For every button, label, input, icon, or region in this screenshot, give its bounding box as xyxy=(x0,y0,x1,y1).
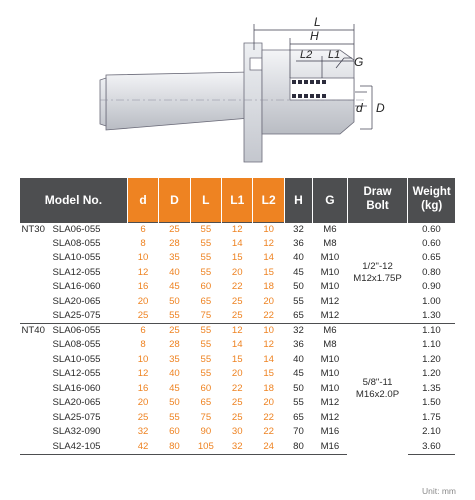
cell-l1: 12 xyxy=(222,324,253,339)
cell-l2: 24 xyxy=(253,440,284,455)
cell-model-no xyxy=(20,367,128,382)
cell-weight: 0.90 xyxy=(422,281,441,293)
cell-d: 20 xyxy=(137,397,149,409)
cell-l2: 15 xyxy=(263,368,274,380)
cell-weight: 0.80 xyxy=(422,266,441,278)
cell-d: 28 xyxy=(169,339,180,351)
header-model: Model No. xyxy=(20,178,128,222)
model-label: SLA16-060 xyxy=(52,281,101,293)
model-label: SLA20-065 xyxy=(52,397,101,409)
cell-weight: 1.50 xyxy=(422,397,441,409)
cell-g: M10 xyxy=(320,353,340,365)
model-label: SLA12-055 xyxy=(52,368,101,380)
cell-model-no xyxy=(20,411,128,426)
cell-draw-bolt xyxy=(347,222,408,324)
cell-model-no xyxy=(20,338,128,353)
cell-l1: 14 xyxy=(231,339,243,351)
cell-l1: 32 xyxy=(222,440,253,455)
cell-weight: 0.60 xyxy=(422,237,441,249)
cell-l1: 25 xyxy=(222,309,253,324)
cell-d: 25 xyxy=(137,411,149,423)
model-label: SLA08-055 xyxy=(52,237,101,249)
cell-l: 75 xyxy=(200,411,212,423)
header-L1: L1 xyxy=(222,178,253,222)
cell-l: 105 xyxy=(190,440,221,455)
dim-label-d: d xyxy=(356,101,363,115)
cell-l1: 15 xyxy=(231,252,243,264)
model-label: SLA06-055 xyxy=(52,223,101,235)
cell-d: 6 xyxy=(127,324,158,339)
dim-label-L2: L2 xyxy=(300,49,313,61)
header-draw-bolt xyxy=(347,178,408,222)
cell-h: 45 xyxy=(293,368,304,380)
cell-g: M6 xyxy=(313,222,348,237)
cell-g: M10 xyxy=(320,266,340,278)
cell-l2: 18 xyxy=(263,382,274,394)
cell-l2: 22 xyxy=(263,426,274,438)
cell-g: M12 xyxy=(320,397,340,409)
unit-note: Unit: mm xyxy=(422,486,456,496)
draw-bolt-metric: M16x2.0P xyxy=(355,389,400,400)
cell-d: 35 xyxy=(169,353,180,365)
cell-model-no xyxy=(20,222,128,237)
table-row xyxy=(20,222,456,237)
cell-d: 28 xyxy=(169,237,180,249)
model-label: SLA32-090 xyxy=(52,426,101,438)
cell-h: 65 xyxy=(293,411,304,423)
table-header-row xyxy=(20,178,456,222)
cell-d: 45 xyxy=(169,382,180,394)
cell-d: 40 xyxy=(169,266,180,278)
cell-l: 65 xyxy=(200,295,212,307)
cell-d: 40 xyxy=(169,368,180,380)
cell-d: 55 xyxy=(169,411,180,423)
header-D: D xyxy=(159,178,190,222)
cell-d: 45 xyxy=(169,281,180,293)
cell-model-no xyxy=(20,309,128,324)
header-d: d xyxy=(127,178,158,222)
cell-model-no xyxy=(20,382,128,397)
cell-l: 55 xyxy=(190,324,221,339)
cell-l2: 10 xyxy=(253,222,284,237)
cell-d: 35 xyxy=(169,252,180,264)
cell-l2: 15 xyxy=(263,266,274,278)
tool-holder-drawing xyxy=(0,0,475,170)
cell-h: 65 xyxy=(284,309,312,324)
cell-d: 42 xyxy=(127,440,158,455)
cell-model-no xyxy=(20,353,128,368)
model-label: SLA25-075 xyxy=(52,411,101,423)
cell-l1: 25 xyxy=(231,295,243,307)
cell-model-no xyxy=(20,425,128,440)
cell-l2: 22 xyxy=(253,309,284,324)
cell-d: 10 xyxy=(137,353,149,365)
cell-d: 8 xyxy=(140,237,146,249)
cell-l: 65 xyxy=(200,397,212,409)
cell-l2: 12 xyxy=(263,237,274,249)
cell-d: 12 xyxy=(137,368,149,380)
cell-l: 55 xyxy=(200,266,212,278)
cell-d: 16 xyxy=(137,281,149,293)
cell-model-no xyxy=(20,324,128,339)
cell-d: 12 xyxy=(137,266,149,278)
cell-weight: 2.10 xyxy=(422,426,441,438)
cell-l1: 20 xyxy=(231,266,243,278)
cell-l2: 20 xyxy=(263,397,274,409)
cell-l1: 22 xyxy=(231,281,243,293)
model-label: SLA20-065 xyxy=(52,295,101,307)
model-label: SLA25-075 xyxy=(52,310,101,322)
cell-g: M12 xyxy=(320,295,340,307)
cell-l2: 20 xyxy=(263,295,274,307)
cell-l2: 14 xyxy=(263,252,274,264)
cell-h: 70 xyxy=(293,426,304,438)
header-weight xyxy=(408,178,455,222)
cell-l: 90 xyxy=(200,426,212,438)
cell-d: 25 xyxy=(127,309,158,324)
cell-h: 36 xyxy=(293,237,304,249)
cell-draw-bolt xyxy=(347,324,408,455)
cell-g: M12 xyxy=(320,411,340,423)
cell-weight: 1.35 xyxy=(422,382,441,394)
cell-weight: 1.10 xyxy=(408,324,455,339)
model-label: SLA10-055 xyxy=(52,353,101,365)
cell-h: 40 xyxy=(293,353,304,365)
cell-weight: 1.30 xyxy=(408,309,455,324)
cell-model-no xyxy=(20,295,128,310)
series-label: NT30 xyxy=(21,223,45,235)
cell-g: M8 xyxy=(323,237,337,249)
cell-weight: 1.10 xyxy=(422,339,441,351)
cell-l: 55 xyxy=(200,252,212,264)
header-L: L xyxy=(190,178,221,222)
model-label: SLA10-055 xyxy=(52,252,101,264)
cell-l: 60 xyxy=(200,281,212,293)
cell-l2: 14 xyxy=(263,353,274,365)
cell-h: 50 xyxy=(293,382,304,394)
draw-bolt-imperial: 5/8"-11 xyxy=(362,377,393,389)
cell-h: 32 xyxy=(284,324,312,339)
cell-l: 55 xyxy=(200,368,212,380)
dim-label-L: L xyxy=(314,15,321,29)
cell-l: 55 xyxy=(190,222,221,237)
cell-d: 55 xyxy=(159,309,190,324)
flange-notch xyxy=(250,58,262,70)
cell-g: M10 xyxy=(320,368,340,380)
header-weight-line1: Weight xyxy=(412,185,451,198)
cell-l: 75 xyxy=(190,309,221,324)
cell-g: M12 xyxy=(313,309,348,324)
cell-d: 60 xyxy=(169,426,180,438)
cell-weight: 1.75 xyxy=(422,411,441,423)
cell-d: 50 xyxy=(169,397,180,409)
header-draw-bolt-line1: Draw xyxy=(363,185,392,198)
draw-bolt-imperial: 1/2"-12 xyxy=(362,260,393,272)
cell-l2: 18 xyxy=(263,281,274,293)
cell-g: M10 xyxy=(320,281,340,293)
cell-d: 8 xyxy=(140,339,146,351)
dim-label-H: H xyxy=(310,29,319,43)
cell-d: 6 xyxy=(127,222,158,237)
model-label: SLA42-105 xyxy=(52,440,101,452)
cell-l1: 25 xyxy=(231,397,243,409)
header-weight-line2: (kg) xyxy=(421,199,443,212)
cell-h: 55 xyxy=(293,397,304,409)
cell-weight: 1.20 xyxy=(422,368,441,380)
header-draw-bolt-line2: Bolt xyxy=(366,199,389,212)
cell-g: M6 xyxy=(313,324,348,339)
cell-d: 10 xyxy=(137,252,149,264)
dim-label-G: G xyxy=(354,55,364,69)
cell-d: 25 xyxy=(159,222,190,237)
cell-g: M16 xyxy=(313,440,348,455)
cell-h: 50 xyxy=(293,281,304,293)
cell-model-no xyxy=(20,237,128,252)
cell-l2: 12 xyxy=(263,339,274,351)
cell-l1: 25 xyxy=(231,411,243,423)
cell-weight: 1.20 xyxy=(422,353,441,365)
taper-cone xyxy=(106,72,250,130)
cell-model-no xyxy=(20,266,128,281)
cell-d: 32 xyxy=(137,426,149,438)
cell-l: 60 xyxy=(200,382,212,394)
cell-l: 55 xyxy=(200,339,212,351)
header-G: G xyxy=(313,178,348,222)
cell-model-no xyxy=(20,280,128,295)
cell-model-no xyxy=(20,251,128,266)
dim-label-D: D xyxy=(376,101,385,115)
cell-h: 32 xyxy=(284,222,312,237)
cell-l1: 14 xyxy=(231,237,243,249)
cell-d: 25 xyxy=(159,324,190,339)
cell-g: M16 xyxy=(320,426,340,438)
draw-bolt-metric: M12x1.75P xyxy=(353,272,402,284)
model-label: SLA08-055 xyxy=(52,339,101,351)
spec-table-body xyxy=(20,222,456,454)
cell-weight: 0.65 xyxy=(422,252,441,264)
cell-h: 40 xyxy=(293,252,304,264)
cell-h: 36 xyxy=(293,339,304,351)
cell-model-no xyxy=(20,440,128,455)
cell-weight: 1.00 xyxy=(422,295,441,307)
cell-l: 55 xyxy=(200,353,212,365)
cell-l: 55 xyxy=(200,237,212,249)
header-L2: L2 xyxy=(253,178,284,222)
cell-l1: 30 xyxy=(231,426,243,438)
model-label: SLA06-055 xyxy=(52,325,101,337)
cell-l1: 20 xyxy=(231,368,243,380)
cell-g: M10 xyxy=(320,382,340,394)
cell-h: 45 xyxy=(293,266,304,278)
cell-l1: 22 xyxy=(231,382,243,394)
cell-d: 80 xyxy=(159,440,190,455)
table-row xyxy=(20,324,456,339)
model-label: SLA12-055 xyxy=(52,266,101,278)
dim-label-L1: L1 xyxy=(328,49,341,61)
cell-d: 50 xyxy=(169,295,180,307)
cell-l1: 12 xyxy=(222,222,253,237)
header-H: H xyxy=(284,178,312,222)
taper-end xyxy=(100,78,106,126)
cell-weight: 3.60 xyxy=(408,440,455,455)
cell-l1: 15 xyxy=(231,353,243,365)
cell-h: 55 xyxy=(293,295,304,307)
cell-model-no xyxy=(20,396,128,411)
model-label: SLA16-060 xyxy=(52,382,101,394)
series-label: NT40 xyxy=(21,325,45,337)
cell-l2: 10 xyxy=(253,324,284,339)
cell-l2: 22 xyxy=(263,411,274,423)
cell-g: M10 xyxy=(320,252,340,264)
cell-weight: 0.60 xyxy=(408,222,455,237)
cell-d: 16 xyxy=(137,382,149,394)
cell-g: M8 xyxy=(323,339,337,351)
cell-h: 80 xyxy=(284,440,312,455)
cell-d: 20 xyxy=(137,295,149,307)
spec-table xyxy=(19,178,455,455)
